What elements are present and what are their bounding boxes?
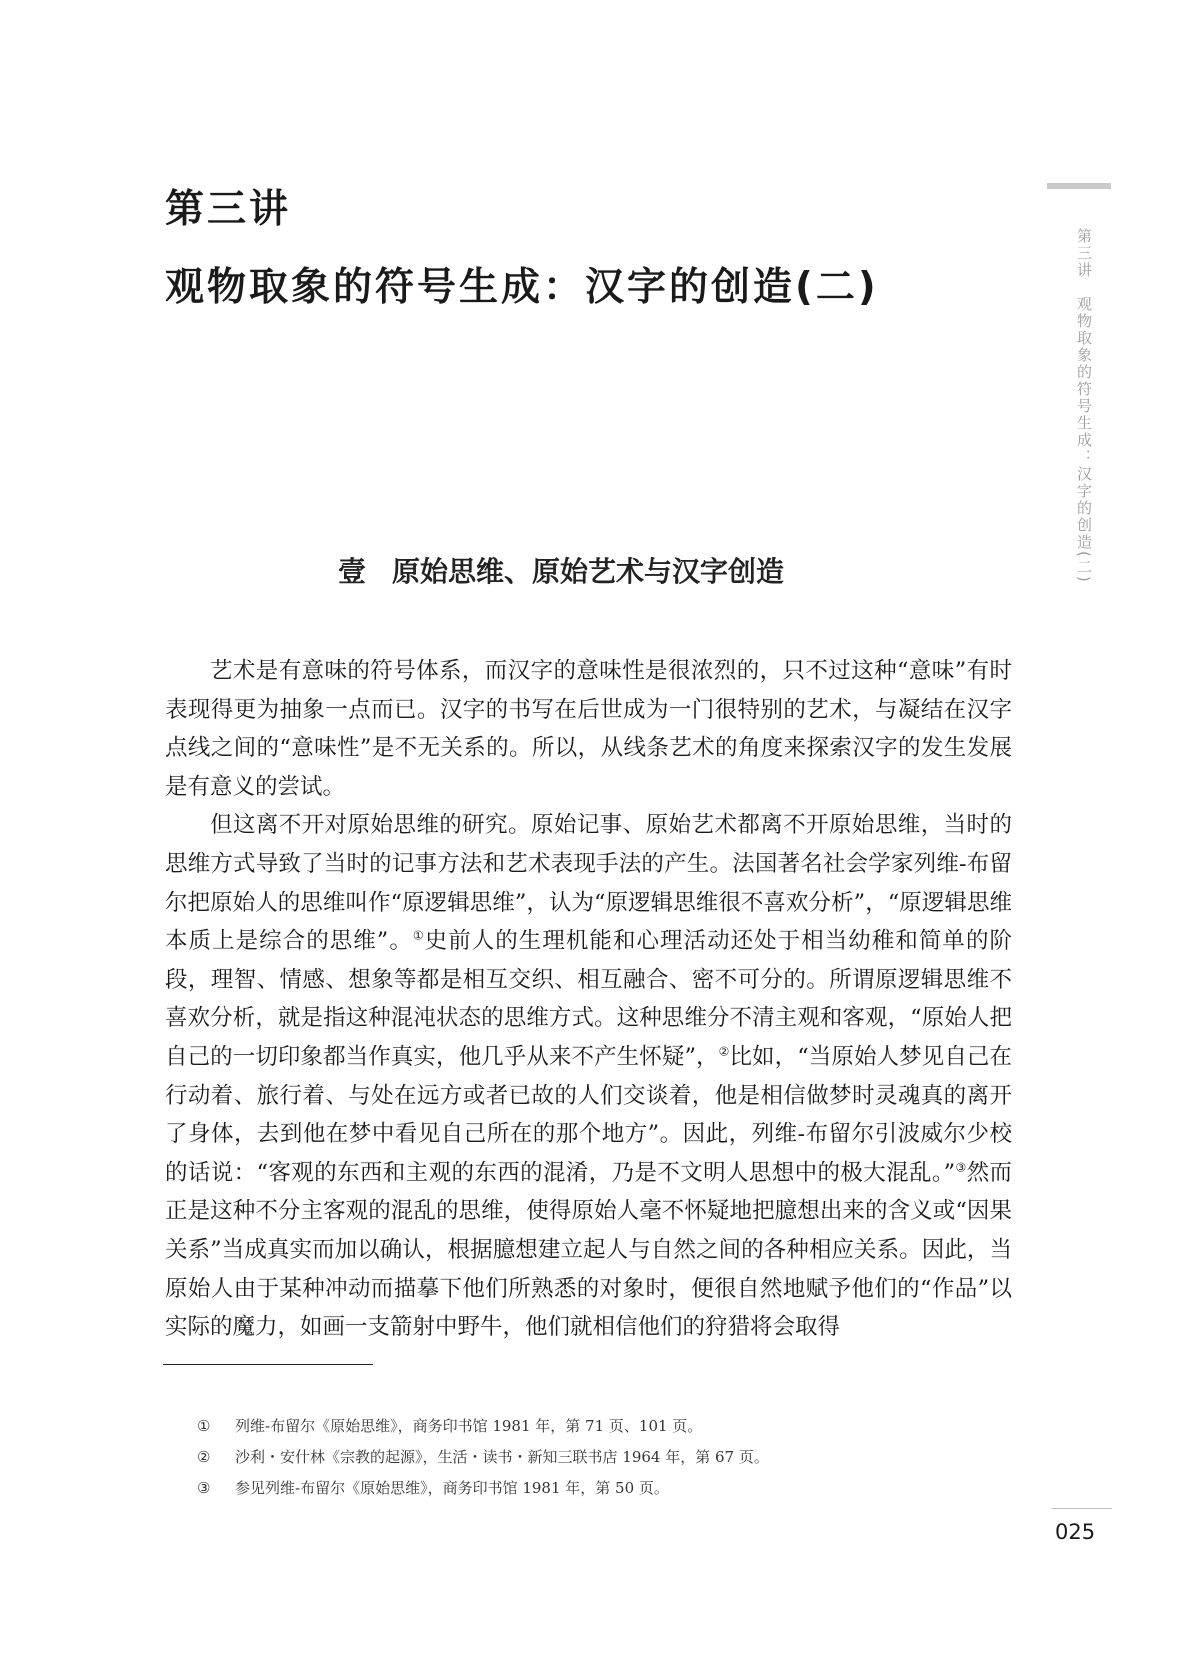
text-segment: 艺术是有意味的符号体系，而汉字的意味性是很浓烈的，只不过这种“意味”有时表现得更为抽象一点而已。汉字的书写在后世成为一门很特别的艺术，与凝结在汉字点线之间的“意味性”是不无关系的。所以，从线条艺术的角度来探索汉字的发生发展是有意义的尝试。 [165,658,1012,800]
page-number-divider [1052,1508,1112,1509]
footnote-item [197,1416,1017,1447]
footnote-marker: ① [197,1417,211,1435]
chapter-title: 观物取象的符号生成：汉字的创造(二) [165,265,879,310]
section-heading [338,550,784,590]
footnote-ref: ① [412,928,425,943]
footnote-ref: ③ [955,1160,967,1175]
footnote-text: 参见列维-布留尔《原始思维》，商务印书馆 1981 年，第 50 页。 [235,1479,669,1497]
footnote-item [197,1447,1017,1478]
footnote-marker: ② [197,1448,211,1466]
text-segment: 但这离不开对原始思维的研究。原始记事、原始艺术都离不开原始思维，当时的思维方式导致了当时的记事方法和艺术表现手法的产生。法国著名社会学家列维-布留尔把原始人的思维叫作“原逻辑思维”，认为“原逻辑思维很不喜欢分析”，“原逻辑思维本质上是综合的思维”。 [165,812,1012,955]
footnote-list [197,1416,1017,1509]
paragraph [165,652,1012,806]
section-title: 原始思维、原始艺术与汉字创造 [392,555,785,588]
footnote-item [197,1478,1017,1509]
footnote-text: 列维-布留尔《原始思维》，商务印书馆 1981 年，第 71 页、101 页。 [235,1417,703,1435]
footnote-divider [163,1364,373,1365]
running-head: 第三讲 观物取象的符号生成：汉字的创造(二) [1075,228,1093,584]
margin-decoration-bar [1047,183,1111,189]
text-segment: 比如，“当原始人梦见自己在行动着、旅行着、与处在远方或者已故的人们交谈着，他是相信做梦时灵魂真的离开了身体，去到他在梦中看见自己所在的那个地方”。因此，列维-布留尔引波威尔少校的话说：“客观的东西和主观的东西的混淆，乃是不文明人思想中的极大混乱。” [165,1043,1012,1186]
body-text [165,652,1012,1347]
text-segment: 然而正是这种不分主客观的混乱的思维，使得原始人毫不怀疑地把臆想出来的含义或“因果关系”当成真实而加以确认，根据臆想建立起人与自然之间的各种相应关系。因此，当原始人由于某种冲动而描摹下他们所熟悉的对象时，便很自然地赋予他们的“作品”以实际的魔力，如画一支箭射中野牛，他们就相信他们的狩猎将会取得 [165,1159,1012,1341]
lecture-number: 第三讲 [165,187,292,232]
section-number: 壹 [338,555,367,588]
footnote-marker: ③ [197,1479,211,1497]
paragraph [165,806,1012,1346]
text-segment: 史前人的生理机能和心理活动还处于相当幼稚和简单的阶段，理智、情感、想象等都是相互交织、相互融合、密不可分的。所谓原逻辑思维不喜欢分析，就是指这种混沌状态的思维方式。这种思维分不清主观和客观，“原始人把自己的一切印象都当作真实，他几乎从来不产生怀疑”， [165,928,1012,1070]
footnote-text: 沙利・安什林《宗教的起源》，生活・读书・新知三联书店 1964 年，第 67 页。 [235,1448,769,1466]
footnote-ref: ② [718,1044,730,1059]
page-number: 025 [1055,1520,1096,1544]
